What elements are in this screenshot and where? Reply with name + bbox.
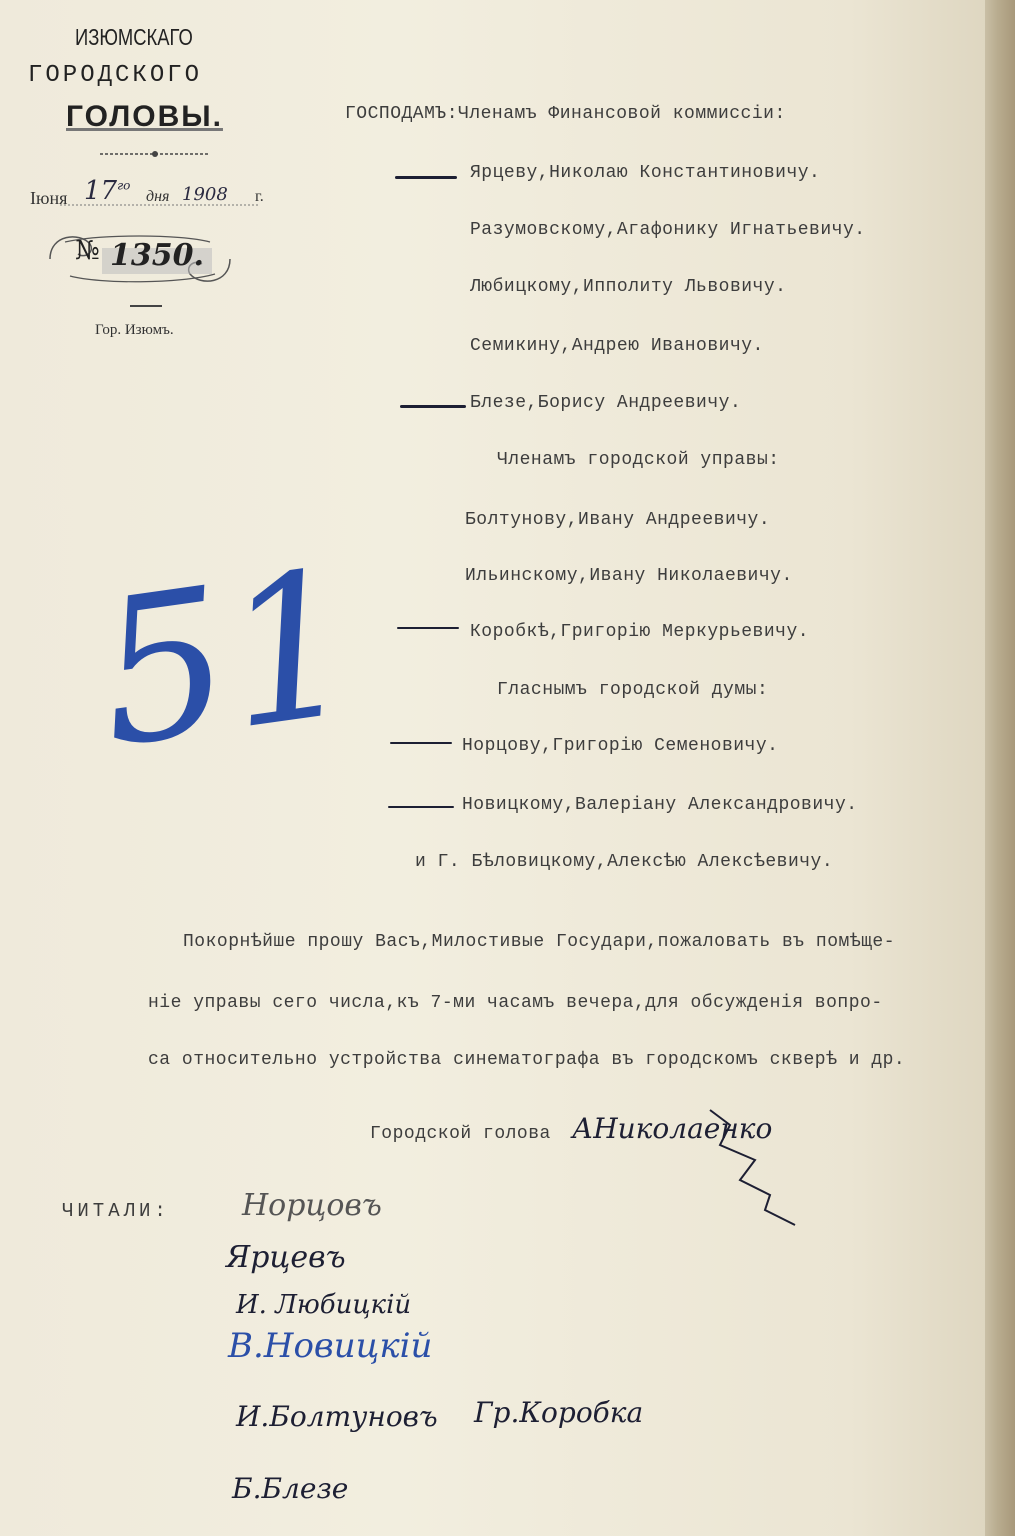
board-heading: Членамъ городской управы:: [497, 450, 780, 470]
body-line-2: ніе управы сего числа,къ 7-ми часамъ вечера,для обсужденія вопро-: [148, 993, 883, 1013]
addressee: Коробкѣ,Григорію Меркурьевичу.: [470, 622, 810, 642]
date-day: $17^{го}$: [84, 176, 131, 206]
body-line-1: Покорнѣйше прошу Васъ,Милостивые Государи,пожаловать въ помѣще-: [183, 932, 896, 952]
read-signature: Ярцевъ: [226, 1240, 346, 1275]
read-signature: Гр.Коробка: [474, 1396, 644, 1429]
margin-mark: 51: [84, 526, 370, 793]
head-signature: АНиколаенко: [572, 1112, 773, 1145]
addressee: Разумовскому,Агафонику Игнатьевичу.: [470, 220, 866, 240]
tick-mark: [395, 176, 457, 179]
date-year: 1908: [182, 184, 228, 205]
addressee: Норцову,Григорію Семеновичу.: [462, 736, 779, 756]
ornament-divider: [100, 150, 210, 158]
letterhead-line3: ГОЛОВЫ.: [66, 100, 223, 133]
addressee: Блезе,Борису Андреевичу.: [470, 393, 742, 413]
number-sign: №: [75, 236, 100, 266]
tick-mark: [397, 627, 459, 629]
read-signature: В.Новицкій: [228, 1326, 433, 1366]
addressee: и Г. Бѣловицкому,Алексѣю Алексѣевичу.: [415, 852, 834, 872]
read-signature: Норцовъ: [242, 1188, 382, 1223]
read-signature: И.Болтуновъ: [236, 1400, 438, 1433]
addressee: Семикину,Андрею Ивановичу.: [470, 336, 764, 356]
short-divider: [130, 305, 162, 307]
duma-heading: Гласнымъ городской думы:: [497, 680, 769, 700]
tick-mark: [390, 742, 452, 744]
book-spine-edge: [985, 0, 1015, 1536]
signature-flourish: [700, 1105, 810, 1230]
body-line-3: са относительно устройства синематографа въ городскомъ скверѣ и др.: [148, 1050, 906, 1070]
document-number: 1350.: [110, 238, 204, 273]
city-name: Гор. Изюмъ.: [95, 322, 174, 338]
addressee: Новицкому,Валеріану Александровичу.: [462, 795, 858, 815]
read-signature: Б.Блезе: [232, 1472, 349, 1505]
address-heading: ГОСПОДАМЪ:Членамъ Финансовой коммиссіи:: [345, 104, 786, 124]
letterhead-line2: ГОРОДСКОГО: [28, 62, 203, 89]
read-signature: И. Любицкій: [236, 1290, 412, 1320]
read-label: ЧИТАЛИ:: [62, 1200, 170, 1222]
date-underline: [60, 204, 260, 206]
tick-mark: [388, 806, 454, 808]
date-month: Іюня: [30, 188, 68, 208]
addressee: Ярцеву,Николаю Константиновичу.: [470, 163, 821, 183]
signature-title: Городской голова: [370, 1124, 551, 1144]
addressee: Любицкому,Ипполиту Львовичу.: [470, 277, 787, 297]
letterhead-line1: ИЗЮМСКАГО: [75, 24, 193, 50]
addressee: Болтунову,Ивану Андреевичу.: [465, 510, 771, 530]
tick-mark: [400, 405, 466, 408]
addressee: Ильинскому,Ивану Николаевичу.: [465, 566, 793, 586]
date-word: дня: [146, 188, 170, 205]
date-g: г.: [255, 188, 264, 205]
